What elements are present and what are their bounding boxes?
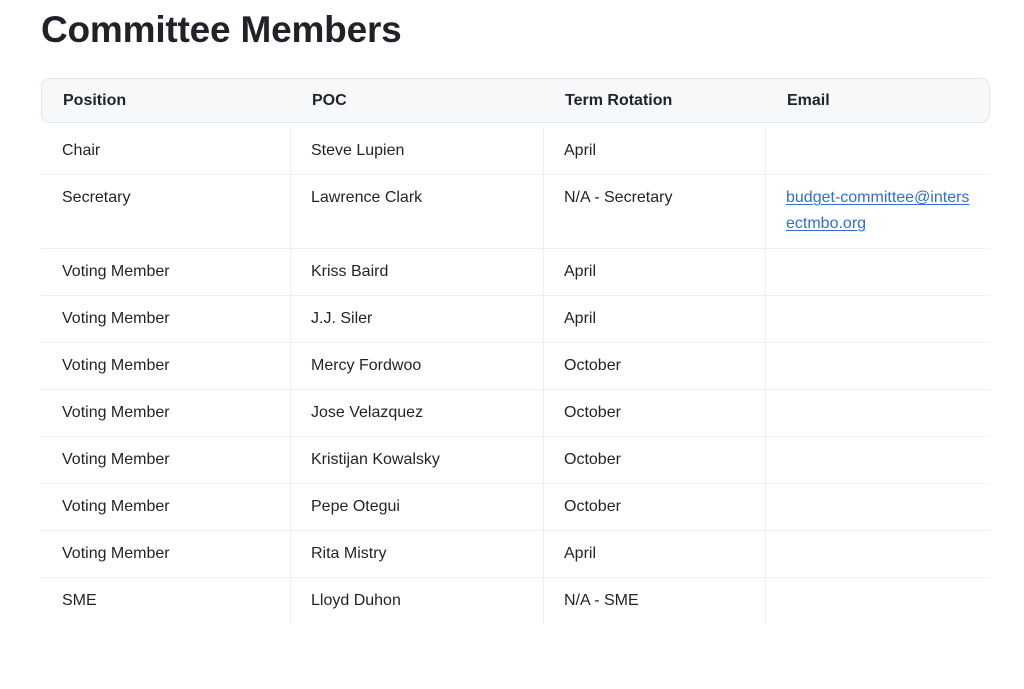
cell-poc: Rita Mistry [291,531,544,577]
cell-email [766,390,990,436]
cell-poc: Steve Lupien [291,128,544,174]
email-link[interactable]: budget-committee@intersectmbo.org [786,189,970,232]
cell-email [766,437,990,483]
table-row [41,296,990,343]
table-row [41,390,990,437]
cell-position: Voting Member [41,296,291,342]
cell-term-rotation: October [544,390,766,436]
table-header-row [41,78,990,123]
column-header-term-rotation: Term Rotation [565,91,673,109]
cell-email [766,249,990,295]
table-row [41,484,990,531]
table-row [41,531,990,578]
cell-poc: Jose Velazquez [291,390,544,436]
table-row [41,175,990,249]
cell-email [766,578,990,624]
column-header-email: Email [787,91,830,109]
cell-email [766,343,990,389]
cell-term-rotation: April [544,296,766,342]
table-row [41,343,990,390]
cell-position: Voting Member [41,249,291,295]
cell-poc: Kristijan Kowalsky [291,437,544,483]
cell-term-rotation: October [544,343,766,389]
table-row [41,578,990,624]
cell-term-rotation: April [544,531,766,577]
cell-term-rotation: April [544,249,766,295]
table-body [41,128,990,624]
cell-poc: Lloyd Duhon [291,578,544,624]
cell-position: SME [41,578,291,624]
cell-position: Voting Member [41,437,291,483]
cell-email [766,296,990,342]
cell-term-rotation: October [544,484,766,530]
table-row [41,249,990,296]
cell-position: Voting Member [41,343,291,389]
cell-email [766,531,990,577]
cell-poc: Pepe Otegui [291,484,544,530]
cell-email [766,484,990,530]
table-row [41,128,990,175]
committee-members-table [41,78,990,624]
cell-term-rotation: October [544,437,766,483]
cell-position: Voting Member [41,531,291,577]
cell-email [766,128,990,174]
cell-poc: Lawrence Clark [291,175,544,248]
cell-email [766,175,990,248]
column-header-poc: POC [312,91,347,109]
cell-term-rotation: N/A - Secretary [544,175,766,248]
cell-position: Voting Member [41,484,291,530]
page-title: Committee Members [41,9,402,50]
cell-poc: Mercy Fordwoo [291,343,544,389]
cell-term-rotation: N/A - SME [544,578,766,624]
table-row [41,437,990,484]
column-header-position: Position [63,91,127,109]
cell-poc: Kriss Baird [291,249,544,295]
cell-poc: J.J. Siler [291,296,544,342]
cell-term-rotation: April [544,128,766,174]
cell-position: Chair [41,128,291,174]
cell-position: Voting Member [41,390,291,436]
cell-position: Secretary [41,175,291,248]
